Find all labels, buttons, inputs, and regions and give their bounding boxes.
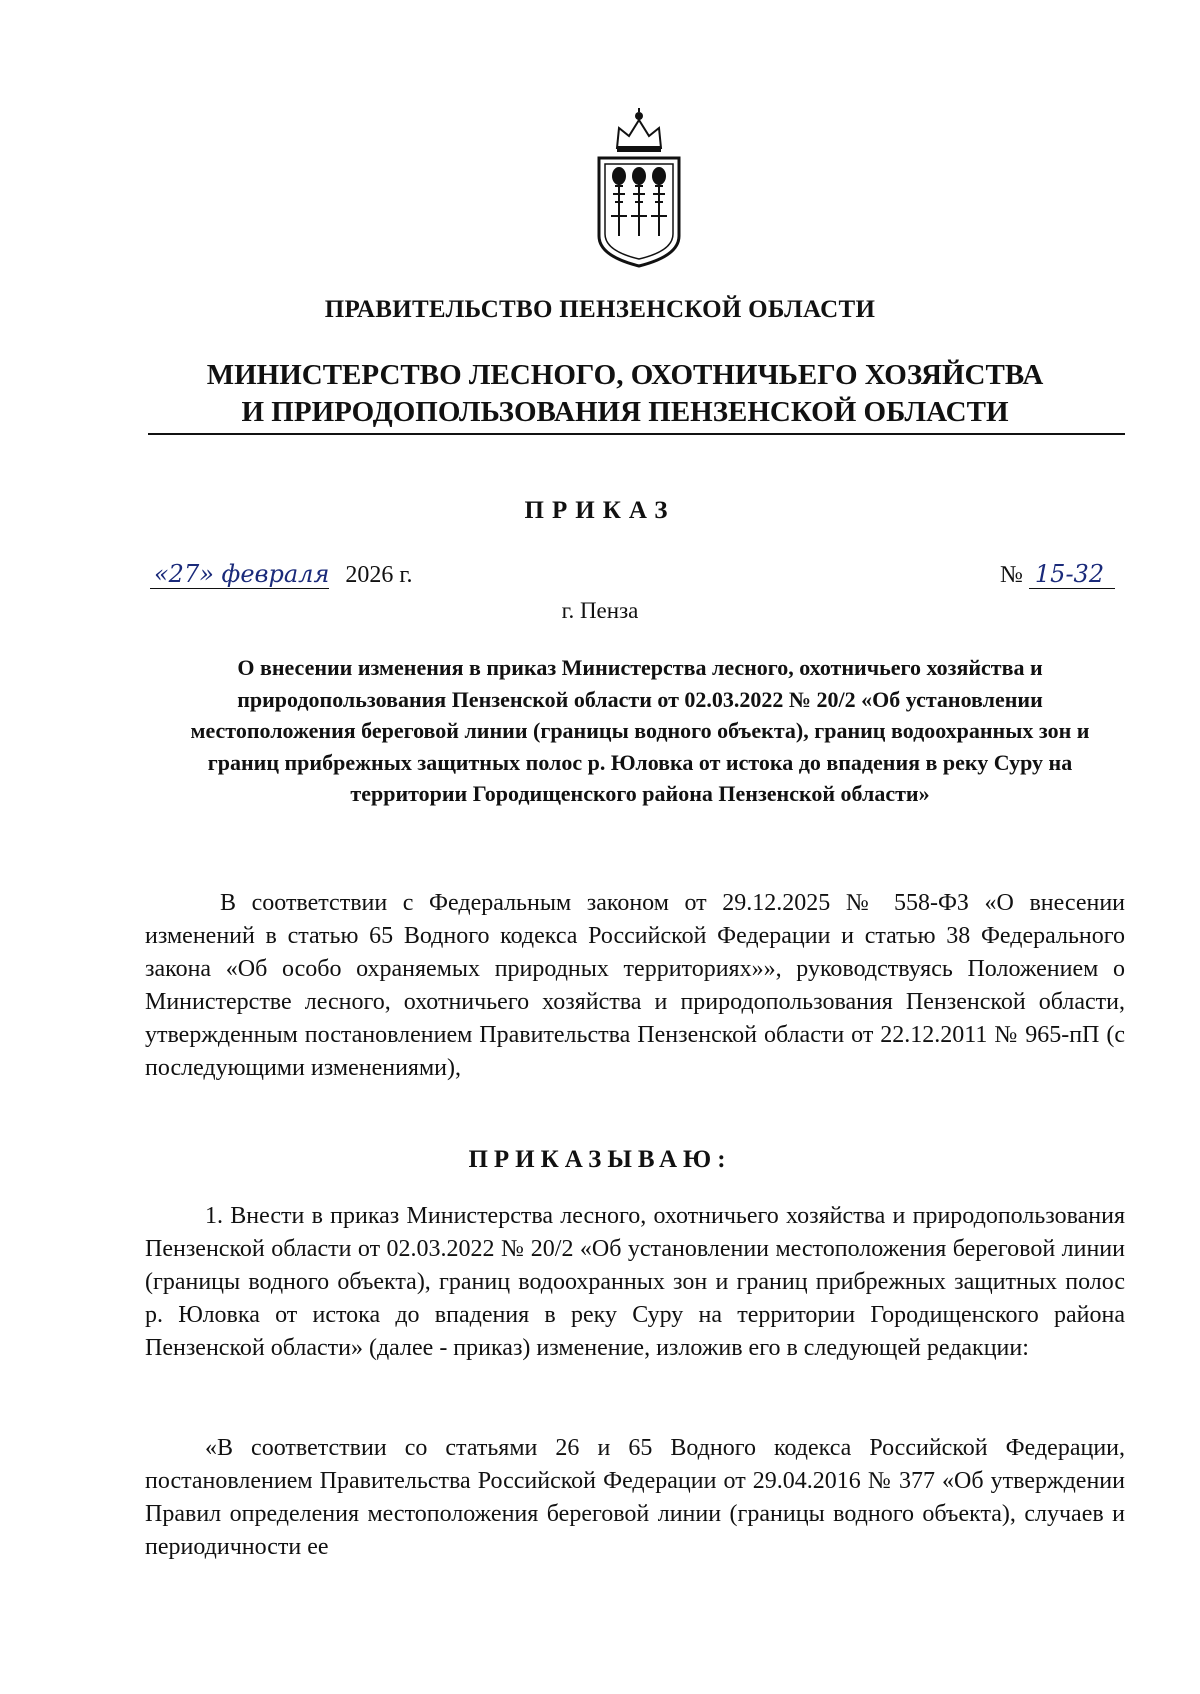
order-number [1000,560,1115,589]
item-1-paragraph: 1. Внести в приказ Министерства лесного, охотничьего хозяйства и природопользования Пензенской области от 02.03.2022 № 20/2 «Об установлении местоположения береговой линии (границы водного объекта), границ водоохранных зон и границ прибрежных защитных полос р. Юловка от истока до впадения в реку Суру на территории Городищенского района Пензенской области» (далее - приказ) изменение, изложив его в следующей редакции: [145,1203,1125,1361]
handwritten-number: 15-32 [1029,560,1115,589]
government-name: ПРАВИТЕЛЬСТВО ПЕНЗЕНСКОЙ ОБЛАСТИ [324,296,876,323]
ministry-name-line1: МИНИСТЕРСТВО ЛЕСНОГО, ОХОТНИЧЬЕГО ХОЗЯЙСТВА [206,359,1044,391]
order-title: ПРИКАЗ [524,497,676,524]
order-year: 2026 г. [345,562,413,588]
coat-of-arms-icon [589,106,689,276]
number-sign: № [1000,562,1023,588]
ministry-name [150,357,1100,431]
order-city: г. Пенза [561,598,639,623]
ministry-name-line2: И ПРИРОДОПОЛЬЗОВАНИЯ ПЕНЗЕНСКОЙ ОБЛАСТИ [241,396,1009,428]
order-subject: О внесении изменения в приказ Министерства лесного, охотничьего хозяйства и природопользования Пензенской области от 02.03.2022 № 20/2 «Об установлении местоположения береговой линии (границы водного объекта), границ водоохранных зон и границ прибрежных защитных полос р. Юловка от истока до впадения в реку Суру на территории Городищенского района Пензенской области» [190,655,1090,806]
handwritten-date: «27» февраля [150,560,329,589]
quoted-text-paragraph: «В соответствии со статьями 26 и 65 Водного кодекса Российской Федерации, постановлением Правительства Российской Федерации от 29.04.2016 № 377 «Об утверждении Правил определения местоположения береговой линии (границы водного объекта), случаев и периодичности ее [145,1435,1125,1560]
order-date [150,560,412,589]
directive-heading: ПРИКАЗЫВАЮ: [468,1146,732,1173]
preamble-paragraph: В соответствии с Федеральным законом от 29.12.2025 № 558-ФЗ «О внесении изменений в статью 65 Водного кодекса Российской Федерации и статью 38 Федерального закона «Об особо охраняемых природных территориях»», руководствуясь Положением о Министерстве лесного, охотничьего хозяйства и природопользования Пензенской области, утвержденным постановлением Правительства Пензенской области от 22.12.2011 № 965-пП (с последующими изменениями), [145,890,1125,1081]
header-divider [148,433,1125,435]
